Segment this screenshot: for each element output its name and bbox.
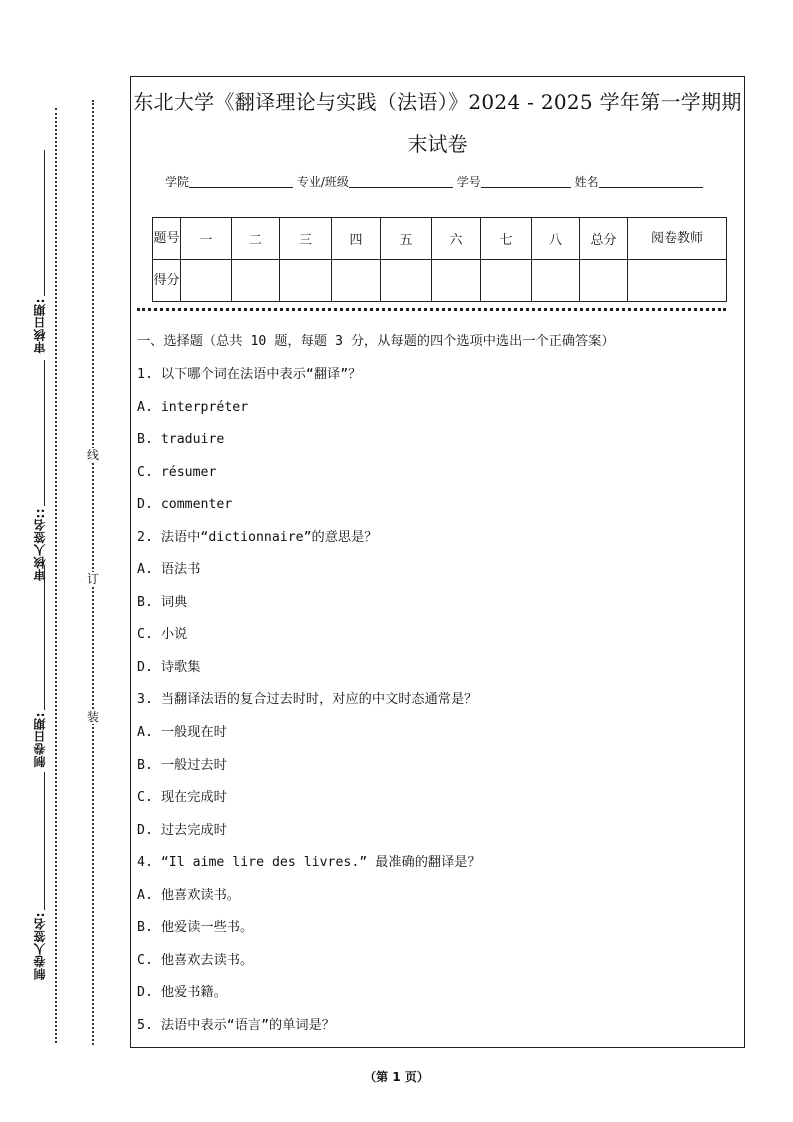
option-line: C. 小说	[137, 627, 188, 643]
question-list	[137, 332, 736, 1048]
score-table	[152, 217, 727, 302]
cut-mark-bind: 订	[86, 572, 99, 586]
option-line: C. 他喜欢去读书。	[137, 952, 254, 968]
total-score-header: 总分	[580, 218, 628, 260]
option-line: B. 一般过去时	[137, 757, 227, 773]
question-line: 3. 当翻译法语的复合过去时时，对应的中文时态通常是？	[137, 692, 478, 708]
column-header: 一	[181, 218, 232, 260]
option-line: B. 他爱读一些书。	[137, 920, 254, 936]
binding-margin	[0, 0, 128, 1122]
exam-frame	[130, 76, 745, 1048]
column-header: 四	[332, 218, 381, 260]
score-cell[interactable]	[481, 260, 532, 302]
question-number-header: 题号	[153, 218, 181, 260]
score-cell[interactable]	[432, 260, 481, 302]
question-line: 2. 法语中“dictionnaire”的意思是？	[137, 529, 378, 545]
exam-subtitle: 末试卷	[407, 132, 468, 156]
column-header: 六	[432, 218, 481, 260]
review-date-line	[44, 150, 45, 296]
option-line: D. 诗歌集	[137, 659, 201, 675]
column-header: 五	[381, 218, 432, 260]
option-line: D. commenter	[137, 497, 233, 513]
section-heading: 一、选择题（总共 10 题，每题 3 分，从每题的四个选项中选出一个正确答案）	[137, 334, 615, 349]
grader-cell[interactable]	[628, 260, 727, 302]
score-cell[interactable]	[280, 260, 332, 302]
score-cell[interactable]	[181, 260, 232, 302]
score-cell[interactable]	[232, 260, 280, 302]
student-id-field[interactable]	[481, 175, 571, 188]
section-divider	[137, 308, 726, 311]
option-line: D. 过去完成时	[137, 822, 227, 838]
cut-mark-line: 线	[86, 448, 99, 462]
college-field[interactable]	[189, 175, 293, 188]
option-line: A. 语法书	[137, 562, 201, 578]
option-line: C. résumer	[137, 464, 217, 480]
question-line: 4. “Il aime lire des livres.” 最准确的翻译是？	[137, 855, 481, 871]
prepare-date-label: 制卷日期:	[33, 712, 47, 768]
preparer-signature-label: 制卷人签名:	[33, 912, 47, 980]
page-number: （第 1 页）	[364, 1070, 429, 1084]
option-line: B. 词典	[137, 594, 188, 610]
cut-mark-fold: 装	[86, 710, 99, 724]
reviewer-signature-label: 审核人签名::	[33, 508, 47, 582]
major-class-field[interactable]	[349, 175, 453, 188]
college-label: 学院	[165, 175, 190, 189]
reviewer-signature-line	[44, 360, 45, 506]
name-label: 姓名	[574, 175, 599, 189]
name-field[interactable]	[599, 175, 703, 188]
option-line: A. interpréter	[137, 399, 249, 415]
outer-dotted-line	[55, 108, 57, 1043]
student-info-row	[165, 173, 703, 190]
option-line: A. 一般现在时	[137, 725, 227, 741]
grader-header: 阅卷教师	[628, 218, 727, 260]
score-cell[interactable]	[381, 260, 432, 302]
option-line: D. 他爱书籍。	[137, 985, 227, 1001]
score-row-header: 得分	[153, 260, 181, 302]
score-cell[interactable]	[532, 260, 580, 302]
exam-title: 东北大学《翻译理论与实践（法语）》2024 - 2025 学年第一学期期	[133, 90, 742, 114]
column-header: 二	[232, 218, 280, 260]
column-header: 八	[532, 218, 580, 260]
column-header: 三	[280, 218, 332, 260]
question-line: 1. 以下哪个词在法语中表示“翻译”？	[137, 367, 362, 382]
question-line: 5. 法语中表示“语言”的单词是？	[137, 1017, 335, 1033]
prepare-date-line	[44, 566, 45, 710]
review-date-label: 审核日期:	[33, 298, 47, 354]
total-score-cell[interactable]	[580, 260, 628, 302]
option-line: B. traduire	[137, 432, 225, 448]
student-id-label: 学号	[456, 175, 481, 189]
score-cell[interactable]	[332, 260, 381, 302]
preparer-signature-line	[44, 772, 45, 910]
option-line: C. 现在完成时	[137, 790, 227, 806]
major-class-label: 专业/班级	[296, 175, 349, 189]
column-header: 七	[481, 218, 532, 260]
option-line: A. 他喜欢读书。	[137, 887, 240, 903]
